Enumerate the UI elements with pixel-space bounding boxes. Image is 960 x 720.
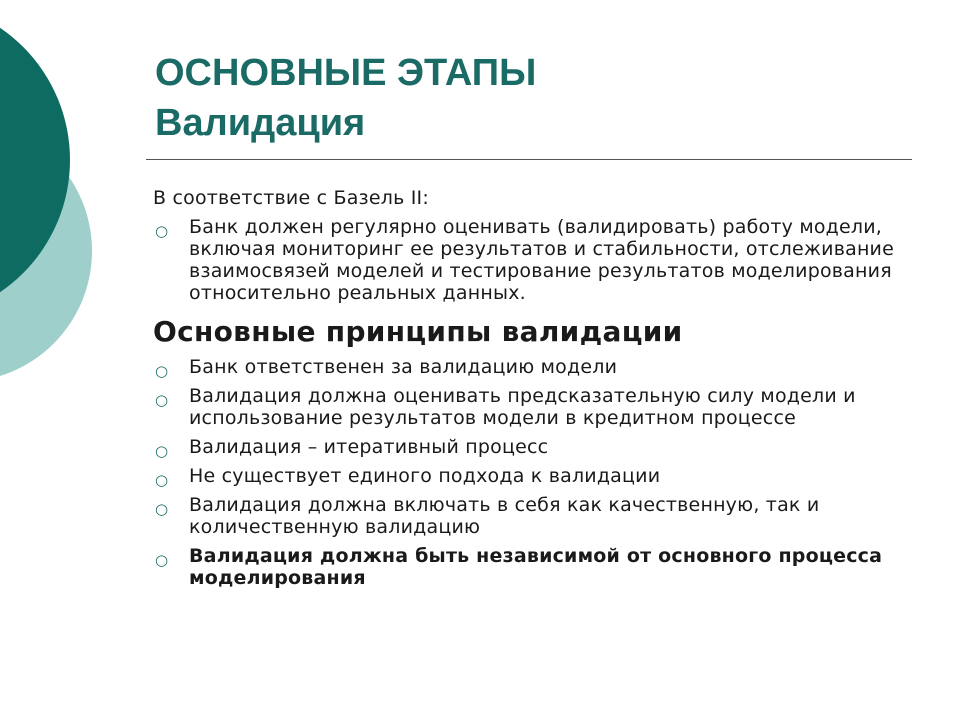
ring-bullet-icon: ○ <box>155 500 169 518</box>
list-item <box>153 436 903 458</box>
list-item-text: Валидация должна включать в себя как качественную, так и количественную валидацию <box>189 494 820 538</box>
list-item-text: Банк должен регулярно оценивать (валидировать) работу модели, включая мониторинг ее результатов и стабильности, отслеживание взаимосвязей моделей и тестирование результатов моделирования относительно реальных данных. <box>189 216 894 304</box>
title-line-1: ОСНОВНЫЕ ЭТАПЫ <box>155 52 537 94</box>
slide-body <box>153 186 903 596</box>
ring-bullet-icon: ○ <box>155 551 169 569</box>
ring-bullet-icon: ○ <box>155 222 169 240</box>
title-line-2: Валидация <box>155 102 366 144</box>
list-item-text: Валидация должна оценивать предсказательную силу модели и использование результатов модели в кредитном процессе <box>189 385 856 429</box>
ring-bullet-icon: ○ <box>155 442 169 460</box>
ring-bullet-icon: ○ <box>155 391 169 409</box>
list-item-text: Валидация должна быть независимой от основного процесса моделирования <box>189 545 883 589</box>
title-divider <box>146 159 912 160</box>
list-item <box>153 216 903 304</box>
list-item <box>153 385 903 429</box>
ring-bullet-icon: ○ <box>155 471 169 489</box>
list-item <box>153 494 903 538</box>
intro-text: В соответствие с Базель II: <box>153 187 429 209</box>
list-item-text: Валидация – итеративный процесс <box>189 436 549 458</box>
list-item <box>153 356 903 378</box>
principles-heading: Основные принципы валидации <box>153 315 683 348</box>
list-item <box>153 465 903 487</box>
slide-title <box>155 48 536 148</box>
list-item-text: Банк ответственен за валидацию модели <box>189 356 618 378</box>
list-item-text: Не существует единого подхода к валидации <box>189 465 661 487</box>
list-item-emphasized <box>153 545 903 589</box>
ring-bullet-icon: ○ <box>155 362 169 380</box>
